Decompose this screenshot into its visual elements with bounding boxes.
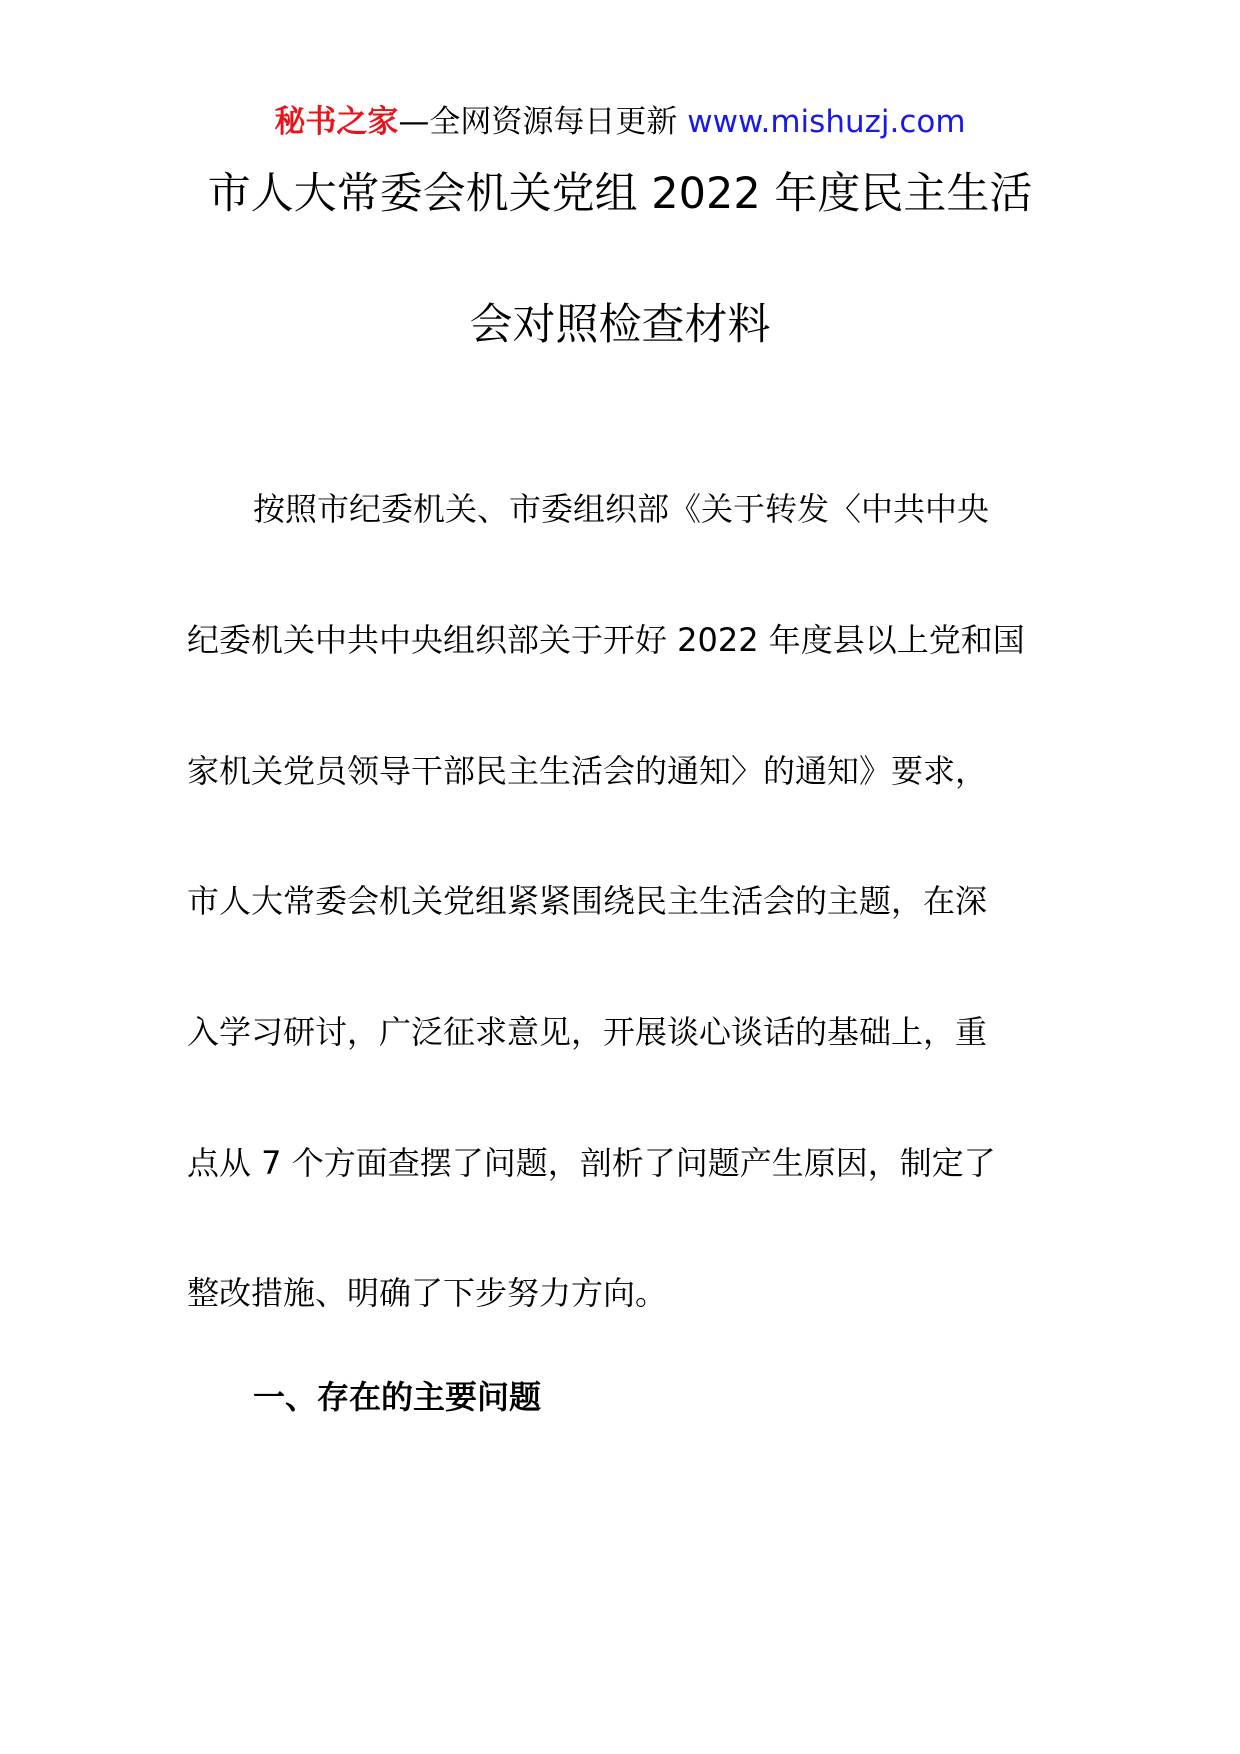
- site-brand: 秘书之家: [274, 104, 399, 140]
- site-tagline: —全网资源每日更新: [398, 104, 688, 140]
- site-header: [0, 100, 1240, 144]
- document-title-line-1: 市人大常委会机关党组 2022 年度民主生活: [207, 169, 1033, 219]
- body-text-line-1: 按照市纪委机关、市委组织部《关于转发〈中共中央: [253, 490, 990, 528]
- body-text-line-5: 入学习研讨，广泛征求意见，开展谈心谈话的基础上，重: [187, 1013, 988, 1051]
- body-text-line-2: 纪委机关中共中央组织部关于开好 2022 年度县以上党和国: [187, 621, 1025, 659]
- site-url[interactable]: www.mishuzj.com: [687, 104, 966, 140]
- body-text-line-7: 整改措施、明确了下步努力方向。: [187, 1274, 668, 1312]
- section-heading: 一、存在的主要问题: [253, 1378, 542, 1416]
- body-text-line-6: 点从 7 个方面查摆了问题，剖析了问题产生原因，制定了: [187, 1144, 996, 1182]
- body-text-line-4: 市人大常委会机关党组紧紧围绕民主生活会的主题，在深: [187, 882, 988, 920]
- body-text-line-3: 家机关党员领导干部民主生活会的通知〉的通知》要求，: [187, 752, 988, 790]
- document-title-line-2: 会对照检查材料: [469, 300, 771, 350]
